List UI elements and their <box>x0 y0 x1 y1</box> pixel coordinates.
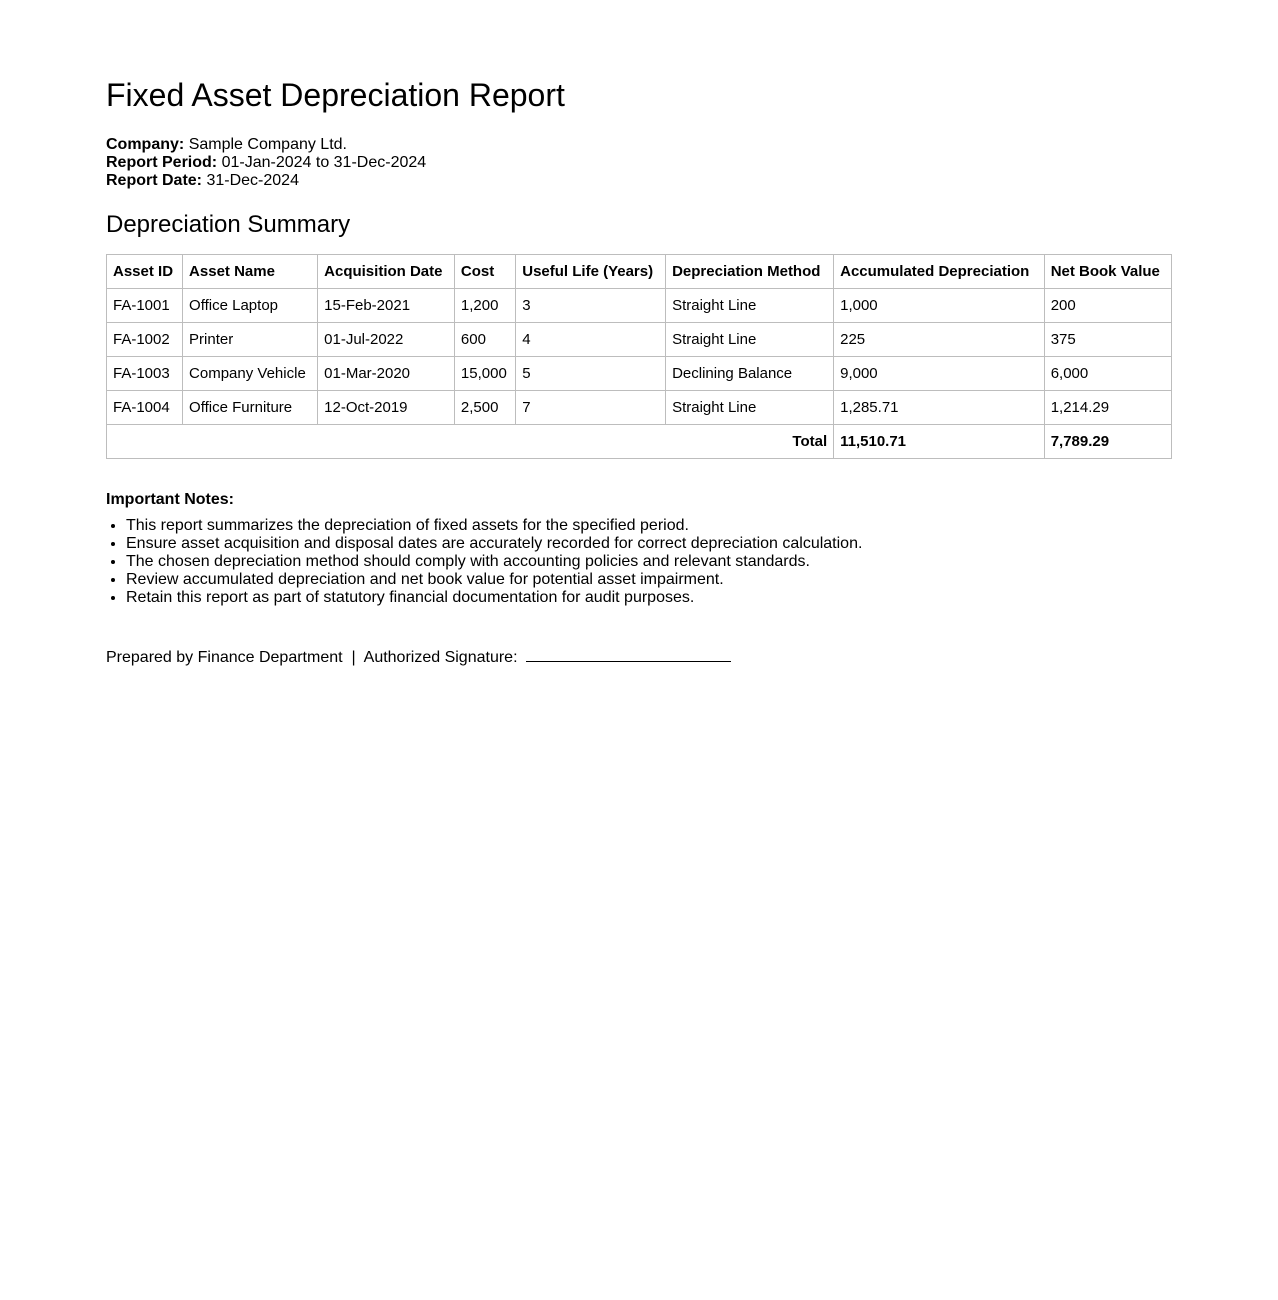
table-cell: 9,000 <box>834 357 1045 391</box>
table-cell: FA-1003 <box>107 357 183 391</box>
table-cell: 5 <box>516 357 666 391</box>
column-header: Cost <box>454 255 515 289</box>
table-cell: FA-1001 <box>107 289 183 323</box>
section-heading: Depreciation Summary <box>106 211 351 238</box>
table-row <box>107 289 1172 323</box>
column-header: Asset ID <box>107 255 183 289</box>
table-row <box>107 357 1172 391</box>
column-header: Asset Name <box>183 255 318 289</box>
column-header: Depreciation Method <box>666 255 834 289</box>
list-item: • The chosen depreciation method should comply with accounting policies and relevant standards. <box>126 553 1172 571</box>
date-value: 31-Dec-2024 <box>206 172 299 189</box>
table-cell: 12-Oct-2019 <box>318 391 455 425</box>
list-item: • This report summarizes the depreciation of fixed assets for the specified period. <box>126 517 1172 535</box>
list-item: • Retain this report as part of statutory financial documentation for audit purposes. <box>126 589 1172 607</box>
list-item: • Review accumulated depreciation and net book value for potential asset impairment. <box>126 571 1172 589</box>
company-value: Sample Company Ltd. <box>188 136 347 153</box>
page-title: Fixed Asset Depreciation Report <box>106 77 565 113</box>
table-cell: Printer <box>183 323 318 357</box>
company-row <box>106 136 1172 154</box>
table-cell: Company Vehicle <box>183 357 318 391</box>
table-row <box>107 323 1172 357</box>
total-label: Total <box>107 425 834 459</box>
date-row <box>106 172 1172 190</box>
column-header: Acquisition Date <box>318 255 455 289</box>
table-cell: 375 <box>1044 323 1171 357</box>
depreciation-table <box>106 254 1172 459</box>
list-item: • Ensure asset acquisition and disposal dates are accurately recorded for correct depreciation calculation. <box>126 535 1172 553</box>
table-cell: 200 <box>1044 289 1171 323</box>
table-cell: 3 <box>516 289 666 323</box>
table-cell: 7 <box>516 391 666 425</box>
date-label: Report Date: <box>106 172 203 189</box>
column-header: Accumulated Depreciation <box>834 255 1045 289</box>
table-cell: 1,214.29 <box>1044 391 1171 425</box>
table-cell: FA-1004 <box>107 391 183 425</box>
table-cell: 01-Mar-2020 <box>318 357 455 391</box>
total-net-book-value: 7,789.29 <box>1044 425 1171 459</box>
table-cell: 4 <box>516 323 666 357</box>
company-label: Company: <box>106 136 185 153</box>
table-cell: 1,285.71 <box>834 391 1045 425</box>
table-cell: Office Laptop <box>183 289 318 323</box>
period-label: Report Period: <box>106 154 218 171</box>
period-value: 01-Jan-2024 to 31-Dec-2024 <box>221 154 427 171</box>
notes-list <box>106 517 1172 607</box>
signature-line <box>526 647 731 662</box>
table-cell: 2,500 <box>454 391 515 425</box>
table-cell: 01-Jul-2022 <box>318 323 455 357</box>
total-row <box>107 425 1172 459</box>
table-cell: 1,200 <box>454 289 515 323</box>
table-cell: Straight Line <box>666 289 834 323</box>
table-cell: Declining Balance <box>666 357 834 391</box>
table-cell: 15,000 <box>454 357 515 391</box>
period-row <box>106 154 1172 172</box>
total-accumulated-depreciation: 11,510.71 <box>834 425 1045 459</box>
table-header-row <box>107 255 1172 289</box>
table-cell: 15-Feb-2021 <box>318 289 455 323</box>
column-header: Net Book Value <box>1044 255 1171 289</box>
report-footer <box>106 647 1172 667</box>
table-cell: Straight Line <box>666 391 834 425</box>
table-cell: 6,000 <box>1044 357 1171 391</box>
table-cell: Office Furniture <box>183 391 318 425</box>
table-cell: 225 <box>834 323 1045 357</box>
table-cell: 1,000 <box>834 289 1045 323</box>
notes-title: Important Notes: <box>106 491 234 508</box>
signature-label: Authorized Signature: <box>363 649 518 666</box>
footer-separator: | <box>351 649 356 666</box>
table-cell: Straight Line <box>666 323 834 357</box>
prepared-by: Prepared by Finance Department <box>106 649 343 666</box>
table-cell: FA-1002 <box>107 323 183 357</box>
table-row <box>107 391 1172 425</box>
report-meta <box>106 136 1172 190</box>
table-cell: 600 <box>454 323 515 357</box>
column-header: Useful Life (Years) <box>516 255 666 289</box>
